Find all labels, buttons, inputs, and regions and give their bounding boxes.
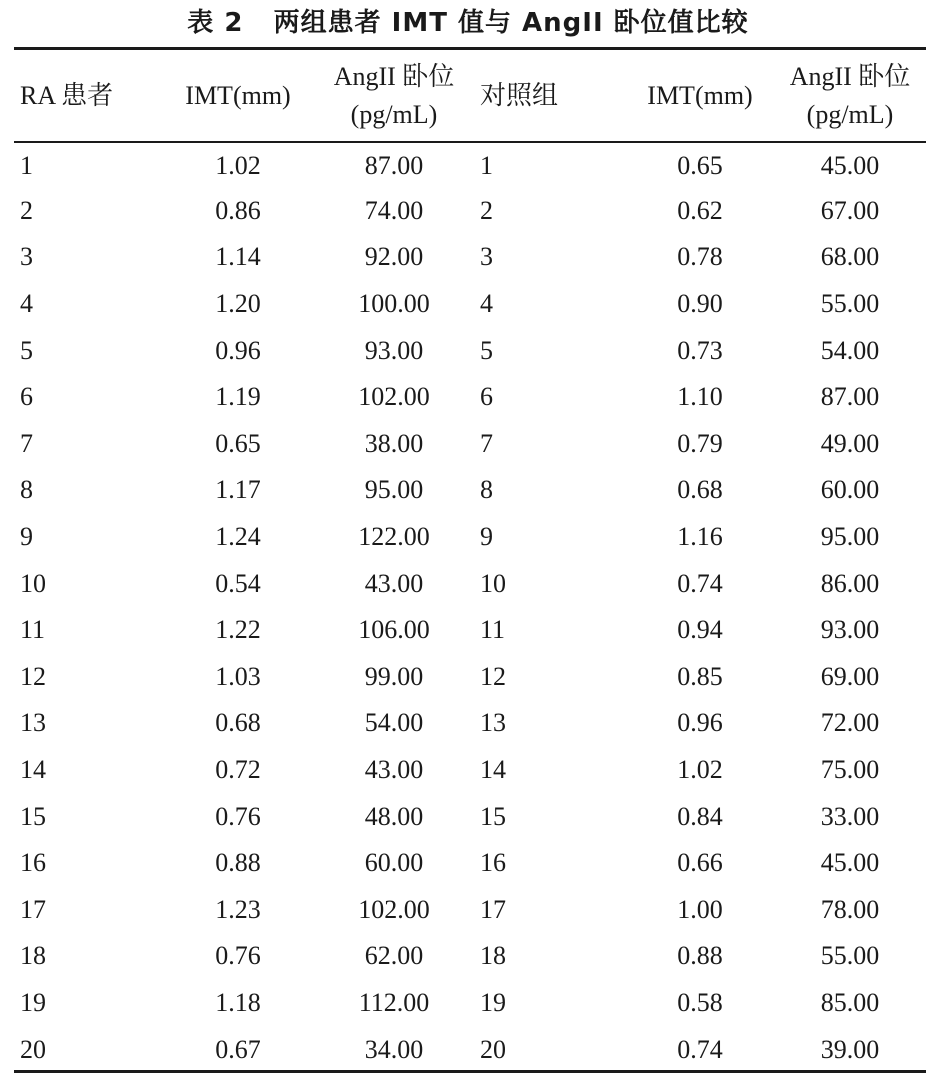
- control-angii-cell: 95.00: [820, 522, 880, 552]
- control-angii-cell: 85.00: [820, 987, 880, 1017]
- ra-angii-cell: 48.00: [364, 801, 424, 831]
- header-angii-control-unit: (pg/mL): [806, 99, 894, 129]
- control-id-cell: 8: [480, 475, 493, 505]
- control-id-cell: 13: [480, 708, 506, 738]
- control-id-cell: 14: [480, 755, 506, 785]
- control-angii-cell: 55.00: [820, 289, 880, 319]
- ra-angii-cell: 62.00: [364, 941, 424, 971]
- table-row: [14, 607, 926, 654]
- ra-imt-cell: 0.88: [215, 848, 261, 878]
- ra-id-cell: 3: [20, 242, 33, 272]
- control-angii-cell: 86.00: [820, 568, 880, 598]
- control-id-cell: 20: [480, 1034, 506, 1064]
- ra-imt-cell: 1.03: [215, 661, 261, 691]
- control-angii-cell: 60.00: [820, 475, 880, 505]
- control-imt-cell: 1.16: [677, 522, 723, 552]
- ra-angii-cell: 43.00: [364, 755, 424, 785]
- ra-angii-cell: 100.00: [358, 289, 430, 319]
- header-angii-ra: [314, 50, 474, 141]
- ra-imt-cell: 1.17: [215, 475, 261, 505]
- table-row: [14, 840, 926, 887]
- ra-imt-cell: 1.14: [215, 242, 261, 272]
- control-angii-cell: 45.00: [820, 848, 880, 878]
- table-row: [14, 141, 926, 188]
- header-imt-control: IMT(mm): [647, 80, 753, 110]
- ra-angii-cell: 34.00: [364, 1034, 424, 1064]
- control-id-cell: 6: [480, 382, 493, 412]
- ra-angii-cell: 60.00: [364, 848, 424, 878]
- header-angii-control-title: AngII 卧位: [789, 61, 911, 91]
- table-header: [14, 50, 926, 141]
- ra-angii-cell: 74.00: [364, 195, 424, 225]
- control-id-cell: 1: [480, 151, 493, 181]
- ra-imt-cell: 1.22: [215, 615, 261, 645]
- table-row: [14, 793, 926, 840]
- table-row: [14, 700, 926, 747]
- ra-id-cell: 20: [20, 1034, 46, 1064]
- control-imt-cell: 0.96: [677, 708, 723, 738]
- ra-id-cell: 11: [20, 615, 46, 645]
- ra-imt-cell: 0.72: [215, 755, 261, 785]
- header-control: 对照组: [480, 80, 559, 110]
- control-id-cell: 7: [480, 428, 493, 458]
- ra-angii-cell: 87.00: [364, 151, 424, 181]
- ra-id-cell: 8: [20, 475, 33, 505]
- control-imt-cell: 0.84: [677, 801, 723, 831]
- control-angii-cell: 75.00: [820, 755, 880, 785]
- control-id-cell: 11: [480, 615, 506, 645]
- table-row: [14, 980, 926, 1027]
- ra-id-cell: 7: [20, 428, 33, 458]
- control-imt-cell: 0.73: [677, 335, 723, 365]
- control-id-cell: 17: [480, 894, 506, 924]
- control-id-cell: 2: [480, 195, 493, 225]
- control-imt-cell: 1.00: [677, 894, 723, 924]
- control-imt-cell: 0.78: [677, 242, 723, 272]
- control-imt-cell: 0.58: [677, 987, 723, 1017]
- control-imt-cell: 1.02: [677, 755, 723, 785]
- ra-imt-cell: 1.23: [215, 894, 261, 924]
- ra-id-cell: 15: [20, 801, 46, 831]
- table-row: [14, 467, 926, 514]
- control-id-cell: 18: [480, 941, 506, 971]
- ra-id-cell: 16: [20, 848, 46, 878]
- ra-id-cell: 2: [20, 195, 33, 225]
- ra-imt-cell: 1.20: [215, 289, 261, 319]
- ra-angii-cell: 106.00: [358, 615, 430, 645]
- ra-imt-cell: 0.76: [215, 801, 261, 831]
- ra-imt-cell: 1.19: [215, 382, 261, 412]
- control-angii-cell: 33.00: [820, 801, 880, 831]
- header-angii-ra-unit: (pg/mL): [350, 99, 438, 129]
- ra-angii-cell: 102.00: [358, 894, 430, 924]
- ra-imt-cell: 1.02: [215, 151, 261, 181]
- control-imt-cell: 0.65: [677, 151, 723, 181]
- control-id-cell: 15: [480, 801, 506, 831]
- ra-imt-cell: 0.54: [215, 568, 261, 598]
- ra-id-cell: 12: [20, 661, 46, 691]
- ra-angii-cell: 54.00: [364, 708, 424, 738]
- table-row: [14, 234, 926, 281]
- control-imt-cell: 0.62: [677, 195, 723, 225]
- control-angii-cell: 54.00: [820, 335, 880, 365]
- ra-imt-cell: 0.65: [215, 428, 261, 458]
- control-angii-cell: 68.00: [820, 242, 880, 272]
- header-row: [14, 50, 926, 141]
- ra-id-cell: 1: [20, 151, 33, 181]
- ra-angii-cell: 93.00: [364, 335, 424, 365]
- table-row: [14, 1026, 926, 1073]
- ra-imt-cell: 1.18: [215, 987, 261, 1017]
- control-imt-cell: 0.68: [677, 475, 723, 505]
- ra-id-cell: 5: [20, 335, 33, 365]
- ra-imt-cell: 0.86: [215, 195, 261, 225]
- header-angii-control: [774, 50, 926, 141]
- ra-angii-cell: 102.00: [358, 382, 430, 412]
- control-angii-cell: 45.00: [820, 151, 880, 181]
- table-row: [14, 560, 926, 607]
- ra-imt-cell: 0.68: [215, 708, 261, 738]
- ra-angii-cell: 112.00: [358, 987, 430, 1017]
- ra-id-cell: 18: [20, 941, 46, 971]
- control-id-cell: 4: [480, 289, 493, 319]
- table-row: [14, 421, 926, 468]
- control-id-cell: 16: [480, 848, 506, 878]
- control-angii-cell: 69.00: [820, 661, 880, 691]
- ra-imt-cell: 0.96: [215, 335, 261, 365]
- control-angii-cell: 87.00: [820, 382, 880, 412]
- control-angii-cell: 67.00: [820, 195, 880, 225]
- control-imt-cell: 0.90: [677, 289, 723, 319]
- table-row: [14, 281, 926, 328]
- ra-id-cell: 14: [20, 755, 46, 785]
- control-imt-cell: 0.85: [677, 661, 723, 691]
- control-id-cell: 10: [480, 568, 506, 598]
- control-imt-cell: 0.74: [677, 1034, 723, 1064]
- table-caption: 表 2 两组患者 IMT 值与 AngII 卧位值比较: [187, 8, 749, 38]
- control-angii-cell: 39.00: [820, 1034, 880, 1064]
- ra-id-cell: 9: [20, 522, 33, 552]
- table-row: [14, 654, 926, 701]
- ra-angii-cell: 122.00: [358, 522, 430, 552]
- control-angii-cell: 55.00: [820, 941, 880, 971]
- ra-id-cell: 4: [20, 289, 33, 319]
- control-id-cell: 12: [480, 661, 506, 691]
- control-imt-cell: 1.10: [677, 382, 723, 412]
- control-imt-cell: 0.88: [677, 941, 723, 971]
- control-imt-cell: 0.94: [677, 615, 723, 645]
- control-id-cell: 5: [480, 335, 493, 365]
- ra-id-cell: 6: [20, 382, 33, 412]
- ra-imt-cell: 1.24: [215, 522, 261, 552]
- header-ra-patient: RA 患者: [20, 80, 114, 110]
- ra-imt-cell: 0.76: [215, 941, 261, 971]
- ra-angii-cell: 92.00: [364, 242, 424, 272]
- control-id-cell: 9: [480, 522, 493, 552]
- ra-imt-cell: 0.67: [215, 1034, 261, 1064]
- table-row: [14, 188, 926, 235]
- ra-id-cell: 10: [20, 568, 46, 598]
- control-angii-cell: 49.00: [820, 428, 880, 458]
- control-imt-cell: 0.79: [677, 428, 723, 458]
- control-angii-cell: 93.00: [820, 615, 880, 645]
- table-row: [14, 747, 926, 794]
- ra-angii-cell: 95.00: [364, 475, 424, 505]
- control-angii-cell: 78.00: [820, 894, 880, 924]
- control-angii-cell: 72.00: [820, 708, 880, 738]
- ra-id-cell: 19: [20, 987, 46, 1017]
- table-row: [14, 327, 926, 374]
- table-body: [14, 141, 926, 1073]
- control-id-cell: 19: [480, 987, 506, 1017]
- table-row: [14, 887, 926, 934]
- control-imt-cell: 0.66: [677, 848, 723, 878]
- ra-angii-cell: 99.00: [364, 661, 424, 691]
- header-imt-ra: IMT(mm): [185, 80, 291, 110]
- table-row: [14, 514, 926, 561]
- ra-id-cell: 13: [20, 708, 46, 738]
- imt-angii-table: [14, 50, 926, 1073]
- table-row: [14, 933, 926, 980]
- ra-angii-cell: 43.00: [364, 568, 424, 598]
- ra-id-cell: 17: [20, 894, 46, 924]
- table-row: [14, 374, 926, 421]
- control-id-cell: 3: [480, 242, 493, 272]
- ra-angii-cell: 38.00: [364, 428, 424, 458]
- header-angii-ra-title: AngII 卧位: [333, 61, 455, 91]
- control-imt-cell: 0.74: [677, 568, 723, 598]
